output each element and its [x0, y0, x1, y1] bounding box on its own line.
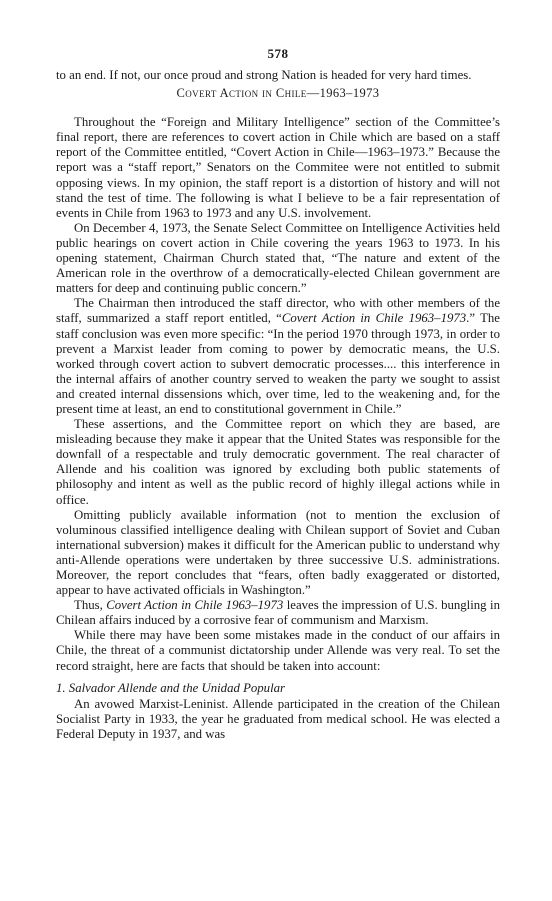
body-paragraph: While there may have been some mistakes made in the conduct of our affairs in Chile, the threat of a communist dictatorship under Allende was very real. To set the record straight, here are facts that should be taken into account: — [56, 628, 500, 673]
italic-title: Covert Action in Chile 1963–1973 — [106, 598, 284, 613]
body-paragraph: Omitting publicly available information (not to mention the exclusion of voluminous classified intelligence dealing with Chilean support of Soviet and Cuban international subversion) makes it difficult for the American public to understand why anti-Allende operations were undertaken by three successive U.S. administrations. Moreover, the report concludes that “fears, often badly exaggerated or distorted, appear to have activated officials in Washington.” — [56, 507, 500, 598]
paragraph-text: Thus, — [74, 598, 107, 613]
body-paragraph — [56, 598, 500, 628]
continued-paragraph: to an end. If not, our once proud and strong Nation is headed for very hard times. — [56, 68, 472, 82]
page-number: 578 — [267, 46, 289, 61]
body-paragraph: An avowed Marxist-Leninist. Allende participated in the creation of the Chilean Socialist Party in 1933, the year he graduated from medical school. He was elected a Federal Deputy in 1937, and was — [56, 696, 500, 741]
body-paragraph: Throughout the “Foreign and Military Intelligence” section of the Committee’s final report, there are references to covert action in Chile which are based on a staff report of the Committee entitled, “Covert Action in Chile—1963–1973.” Because the report was a “staff report,” Senators on the Commitee were not entitled to submit opposing views. In my opinion, the staff report is a distortion of history and will not stand the test of time. The following is what I believe to be a fair representation of events in Chile from 1963 to 1973 and any U.S. involvement. — [56, 115, 500, 220]
section-heading: Covert Action in Chile—1963–1973 — [176, 86, 380, 101]
subsection-heading: 1. Salvador Allende and the Unidad Popular — [56, 680, 286, 695]
document-body — [56, 68, 500, 742]
body-paragraph: These assertions, and the Committee report on which they are based, are misleading because they make it appear that the United States was responsible for the downfall of a respectable and truly democratic government. The real character of Allende and his coalition was ignored by excluding both public statements of philosophy and intent as well as the public record of highly illegal actions while in office. — [56, 417, 500, 507]
body-paragraph: On December 4, 1973, the Senate Select Committee on Intelligence Activities held public hearings on covert action in Chile covering the years 1963 to 1973. In his opening statement, Chairman Church stated that, “The nature and extent of the American role in the overthrow of a democratically-elected Chilean government are matters for deep and continuing public concern.” — [56, 220, 500, 296]
body-paragraph — [56, 296, 500, 417]
paragraph-text: .” The staff conclusion was even more specific: “In the period 1970 through 1973, in order to prevent a Marxist leader from coming to power by democratic means, the U.S. worked through covert action to subvert democratic processes.... this interference in the internal affairs of another country served to weaken the party we sought to assist and created internal dissensions which, over time, led to the weakening and, for the present time at least, an end to constitutional government in Chile.” — [56, 311, 500, 416]
paragraph-text: leaves the impression of U.S. bungling in Chilean affairs induced by a corrosive fear of communism and Marxism. — [56, 598, 500, 628]
paragraph-text: The Chairman then introduced the staff director, who with other members of the staff, summarized a staff report entitled, “ — [56, 296, 500, 326]
italic-title: Covert Action in Chile 1963–1973 — [281, 311, 467, 326]
